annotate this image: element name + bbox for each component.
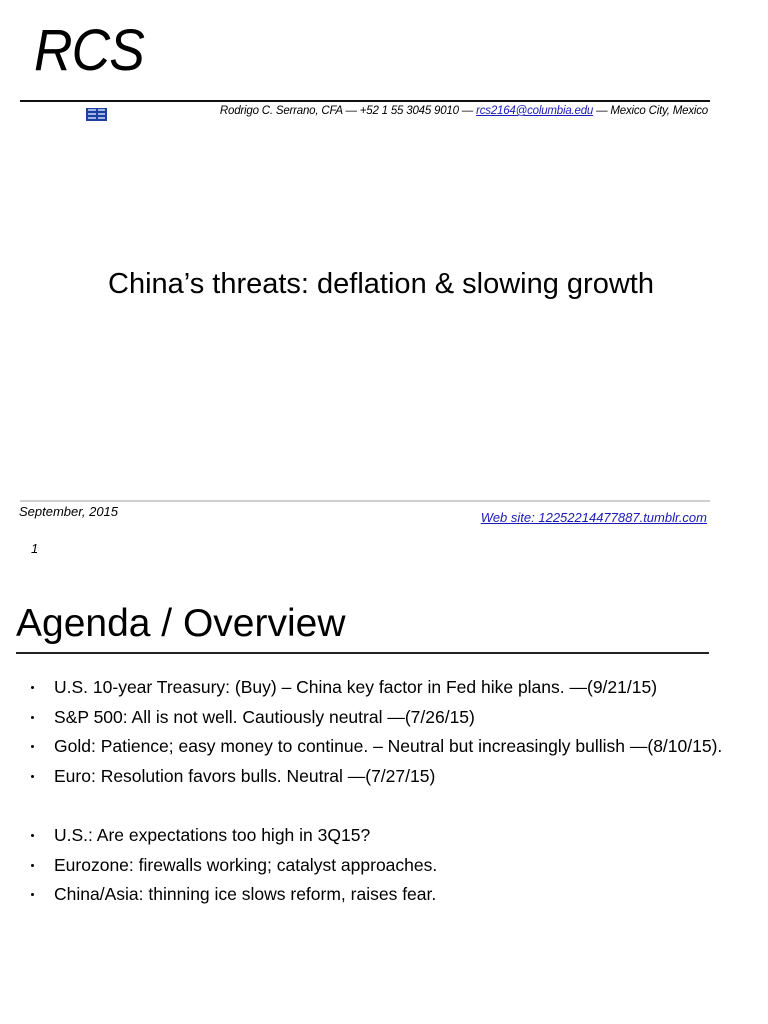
flag-icon xyxy=(86,108,107,121)
website-link[interactable]: Web site: 12252214477887.tumblr.com xyxy=(480,510,707,525)
footer-divider xyxy=(20,500,710,502)
contact-prefix: Rodrigo C. Serrano, CFA — +52 1 55 3045 9010 — xyxy=(219,105,477,117)
list-item: U.S.: Are expectations too high in 3Q15? xyxy=(28,823,758,853)
list-item: Eurozone: firewalls working; catalyst approaches. xyxy=(28,853,758,883)
markets-list xyxy=(28,675,758,793)
regions-list xyxy=(28,823,758,912)
list-item: U.S. 10-year Treasury: (Buy) – China key factor in Fed hike plans. —(9/21/15) xyxy=(28,675,758,705)
contact-line xyxy=(120,105,708,117)
list-item: Gold: Patience; easy money to continue. – Neutral but increasingly bullish —(8/10/15). xyxy=(28,734,758,764)
rcs-logo: RCS xyxy=(34,18,144,83)
header-divider xyxy=(20,100,710,102)
list-item: S&P 500: All is not well. Cautiously neutral —(7/26/15) xyxy=(28,705,758,735)
contact-suffix: — Mexico City, Mexico xyxy=(593,105,708,117)
agenda-title: Agenda / Overview xyxy=(16,602,346,645)
date-label: September, 2015 xyxy=(19,504,119,519)
list-item: Euro: Resolution favors bulls. Neutral —(7/27/15) xyxy=(28,764,758,794)
list-item: China/Asia: thinning ice slows reform, raises fear. xyxy=(28,882,758,912)
agenda-divider xyxy=(16,652,709,654)
deck-title: China’s threats: deflation & slowing growth xyxy=(108,268,654,300)
email-link[interactable]: rcs2164@columbia.edu xyxy=(476,105,594,117)
page-number: 1 xyxy=(31,541,39,556)
